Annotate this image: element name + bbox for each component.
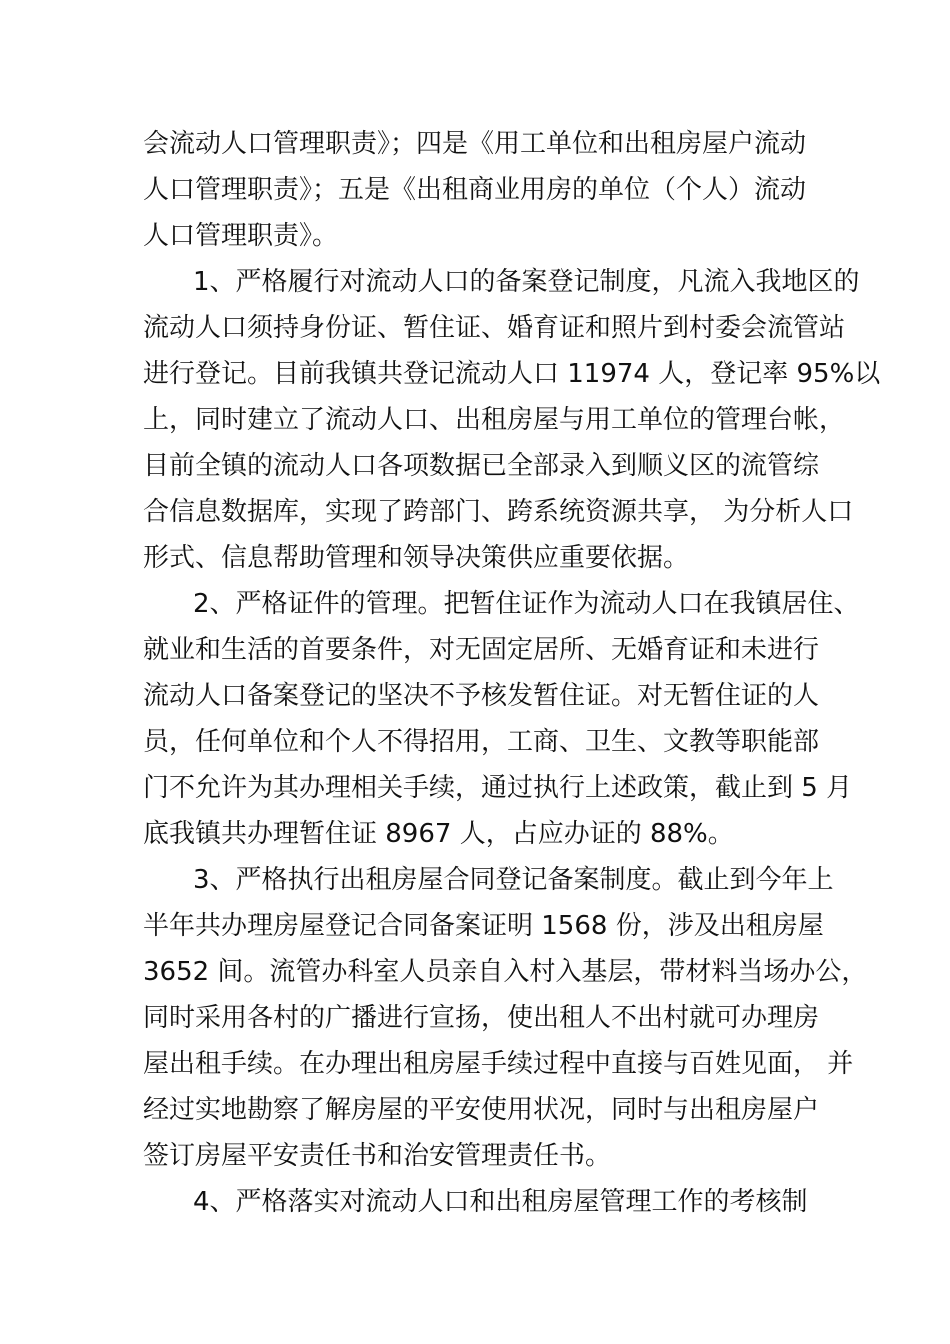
text-line: 就业和生活的首要条件，对无固定居所、无婚育证和未进行 <box>143 635 820 665</box>
text-line: 屋出租手续。在办理出租房屋手续过程中直接与百姓见面， 并 <box>143 1049 854 1079</box>
text-line: 形式、信息帮助管理和领导决策供应重要依据。 <box>143 543 690 573</box>
text-line: 底我镇共办理暂住证 8967 人，占应办证的 88%。 <box>143 819 734 849</box>
text-line: 合信息数据库，实现了跨部门、跨系统资源共享， 为分析人口 <box>143 497 854 527</box>
text-line: 门不允许为其办理相关手续，通过执行上述政策，截止到 5 月 <box>143 773 853 803</box>
text-line: 流动人口须持身份证、暂住证、婚育证和照片到村委会流管站 <box>143 313 846 343</box>
text-line: 目前全镇的流动人口各项数据已全部录入到顺义区的流管综 <box>143 451 820 481</box>
text-line: 经过实地勘察了解房屋的平安使用状况，同时与出租房屋户 <box>143 1095 820 1125</box>
text-line: 进行登记。目前我镇共登记流动人口 11974 人，登记率 95%以 <box>143 359 881 389</box>
text-line: 人口管理职责》；五是《出租商业用房的单位（个人）流动 <box>143 175 807 205</box>
text-line: 同时采用各村的广播进行宣扬，使出租人不出村就可办理房 <box>143 1003 820 1033</box>
text-line: 会流动人口管理职责》；四是《用工单位和出租房屋户流动 <box>143 129 807 159</box>
text-line: 半年共办理房屋登记合同备案证明 1568 份，涉及出租房屋 <box>143 911 824 941</box>
text-line: 员，任何单位和个人不得招用，工商、卫生、文教等职能部 <box>143 727 820 757</box>
paragraph-start-line: 1、严格履行对流动人口的备案登记制度，凡流入我地区的 <box>193 267 860 297</box>
text-line: 签订房屋平安责任书和治安管理责任书。 <box>143 1141 612 1171</box>
text-line: 3652 间。流管办科室人员亲自入村入基层，带材料当场办公， <box>143 957 868 987</box>
text-line: 人口管理职责》。 <box>143 221 339 251</box>
paragraph-start-line: 2、严格证件的管理。把暂住证作为流动人口在我镇居住、 <box>193 589 860 619</box>
paragraph-start-line: 3、严格执行出租房屋合同登记备案制度。截止到今年上 <box>193 865 834 895</box>
paragraph-start-line: 4、严格落实对流动人口和出租房屋管理工作的考核制 <box>193 1187 808 1217</box>
text-line: 上，同时建立了流动人口、出租房屋与用工单位的管理台帐， <box>143 405 846 435</box>
text-line: 流动人口备案登记的坚决不予核发暂住证。对无暂住证的人 <box>143 681 820 711</box>
